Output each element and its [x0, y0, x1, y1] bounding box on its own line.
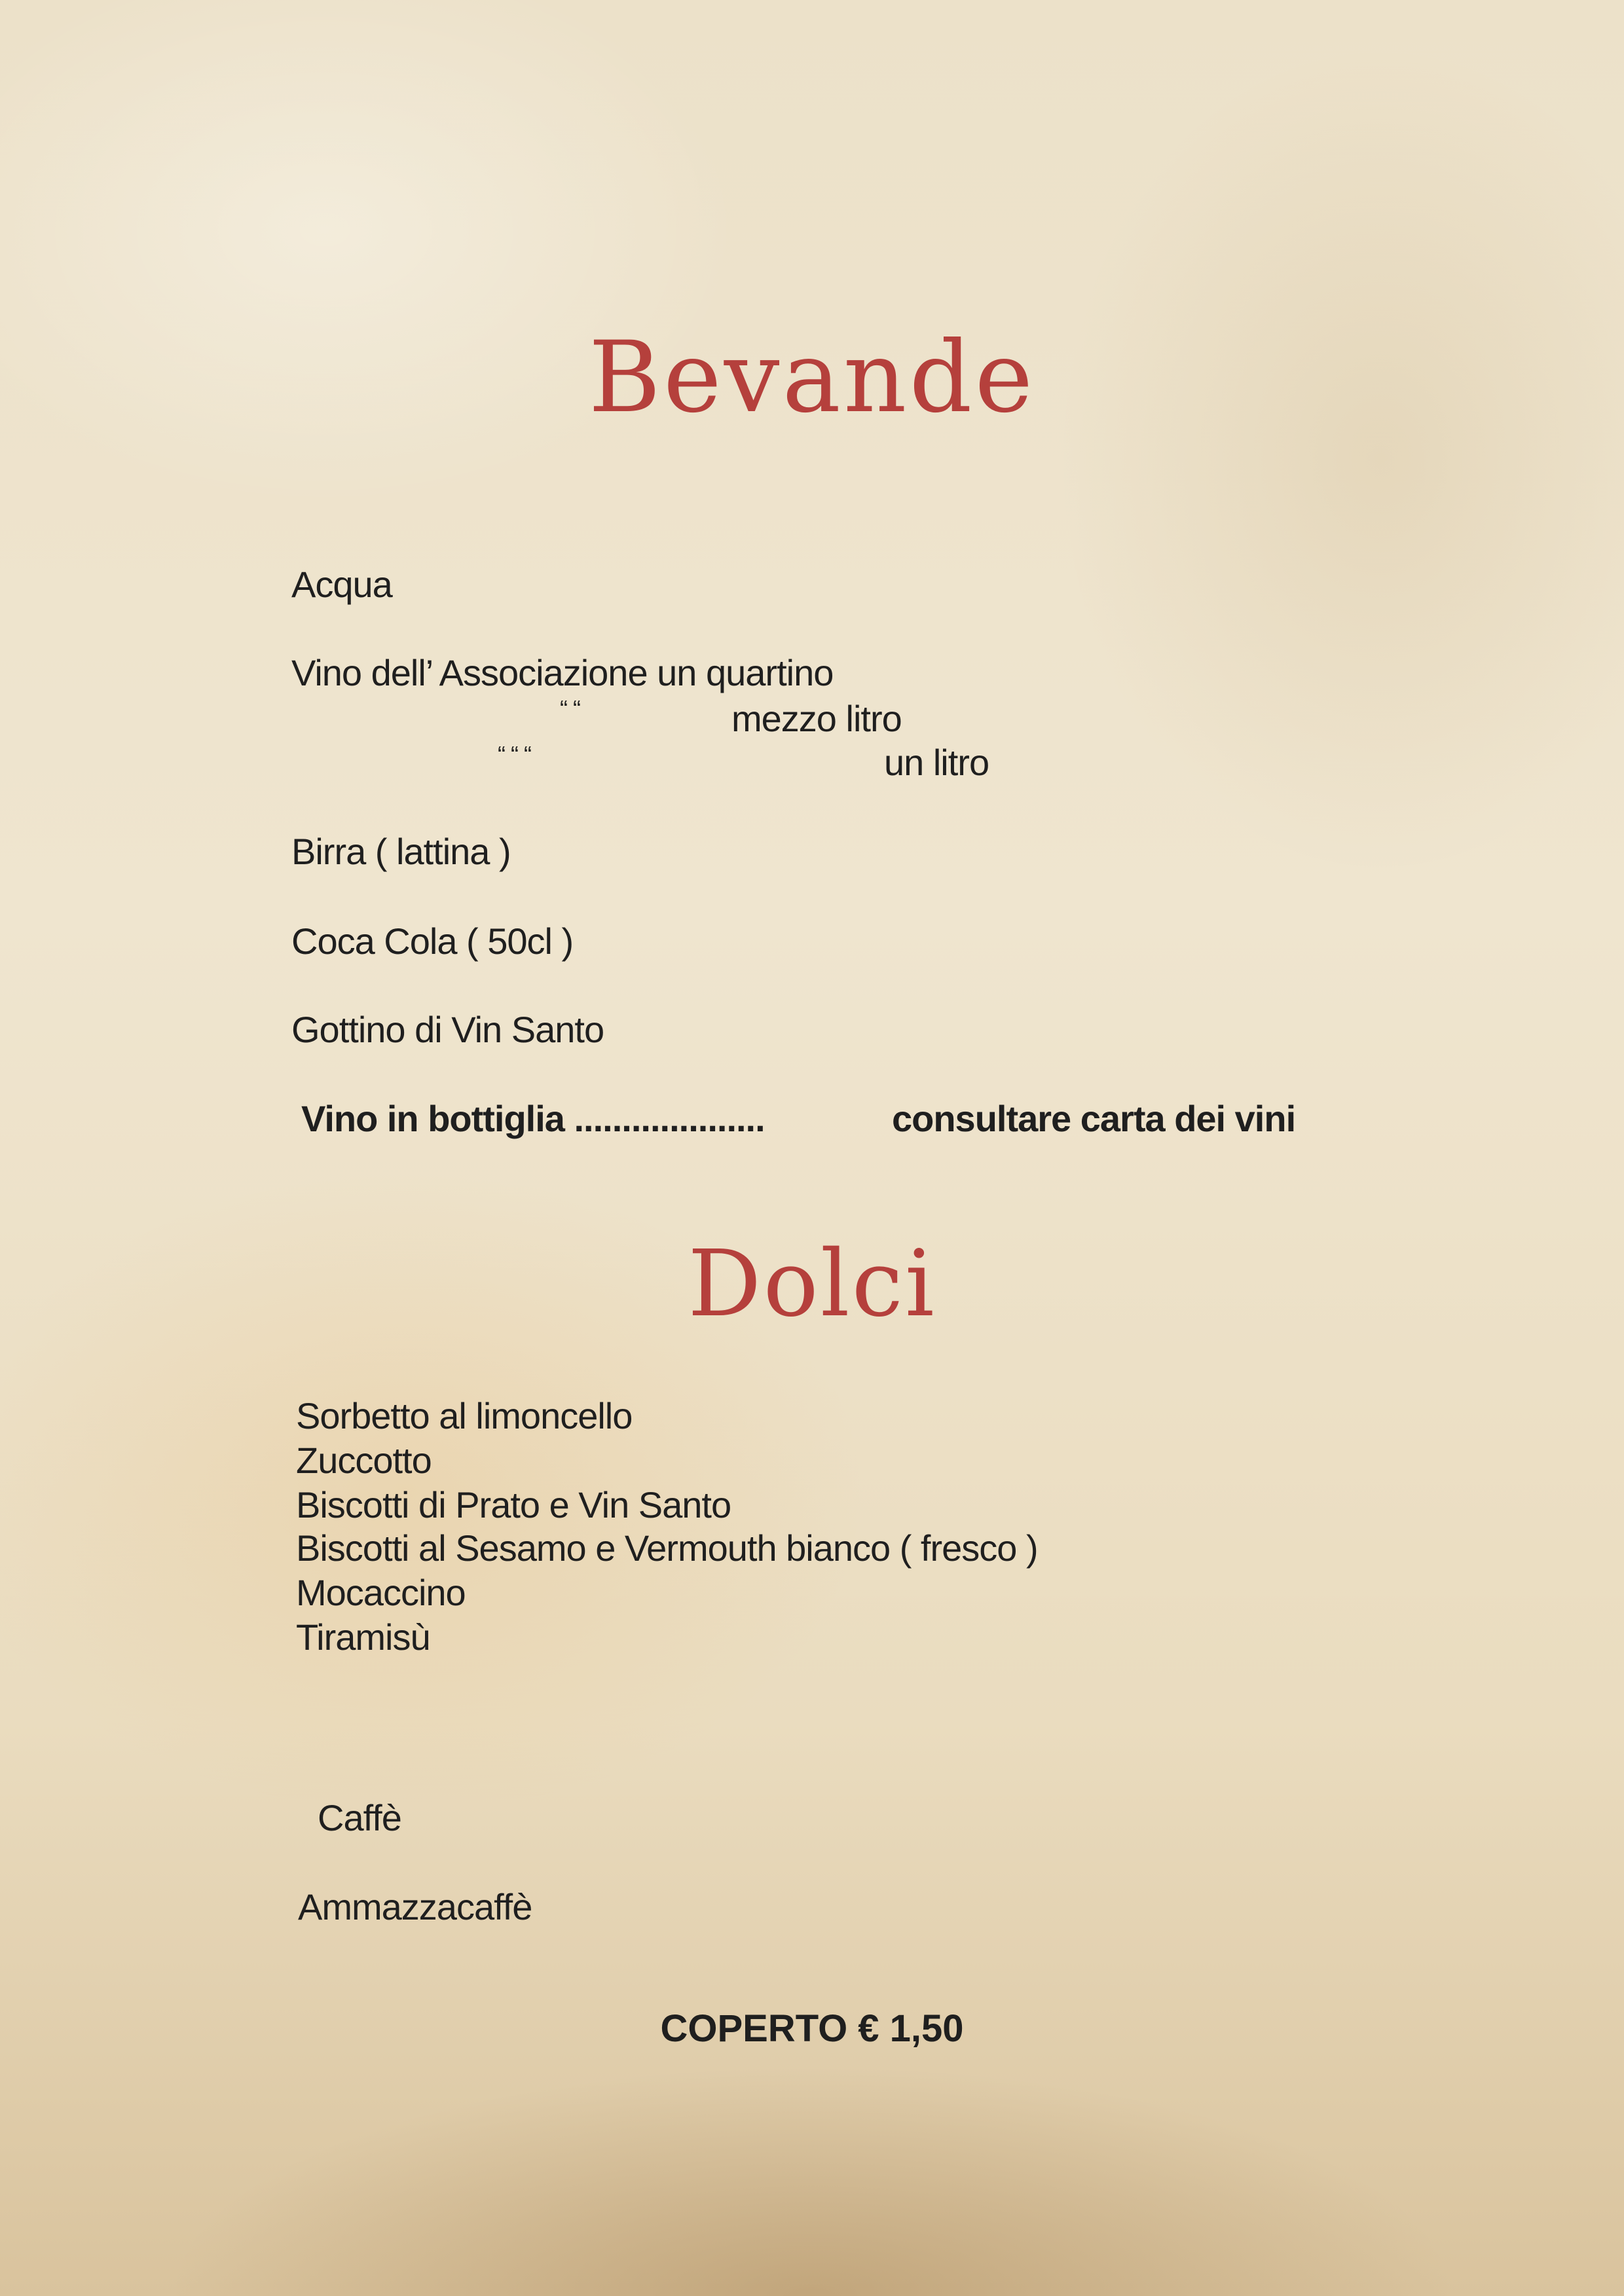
- ditto-marks-mezzo: “ “: [560, 695, 580, 722]
- dolci-item: Biscotti al Sesamo e Vermouth bianco ( fresco ): [296, 1527, 1038, 1569]
- vino-bottiglia-note: consultare carta dei vini: [892, 1098, 1296, 1139]
- menu-item-birra: Birra ( lattina ): [291, 831, 511, 872]
- vino-bottiglia-label: Vino in bottiglia: [301, 1098, 564, 1139]
- dolci-item: Sorbetto al limoncello: [296, 1395, 633, 1436]
- menu-item-acqua: Acqua: [291, 564, 392, 605]
- menu-item-coca-cola: Coca Cola ( 50cl ): [291, 920, 574, 962]
- menu-item-ammazzacaffe: Ammazzacaffè: [298, 1886, 532, 1927]
- menu-item-vino-bottiglia: [301, 1097, 765, 1140]
- dolci-item: Zuccotto: [296, 1440, 432, 1481]
- leader-dots: ....................: [574, 1098, 765, 1139]
- menu-item-gottino: Gottino di Vin Santo: [291, 1009, 604, 1050]
- menu-item-caffe: Caffè: [318, 1797, 401, 1838]
- dolci-item: Mocaccino: [296, 1572, 466, 1613]
- menu-item-vino-associazione: Vino dell’ Associazione un quartino: [291, 652, 834, 693]
- dolci-item: Tiramisù: [296, 1616, 430, 1658]
- dolci-title: Dolci: [688, 1231, 936, 1338]
- dolci-item: Biscotti di Prato e Vin Santo: [296, 1484, 731, 1525]
- coperto-price: COPERTO € 1,50: [660, 2007, 964, 2050]
- menu-item-mezzo-litro: mezzo litro: [731, 698, 902, 739]
- bevande-title: Bevande: [588, 321, 1036, 435]
- ditto-marks-litro: “ “ “: [498, 741, 531, 768]
- menu-item-un-litro: un litro: [884, 742, 989, 783]
